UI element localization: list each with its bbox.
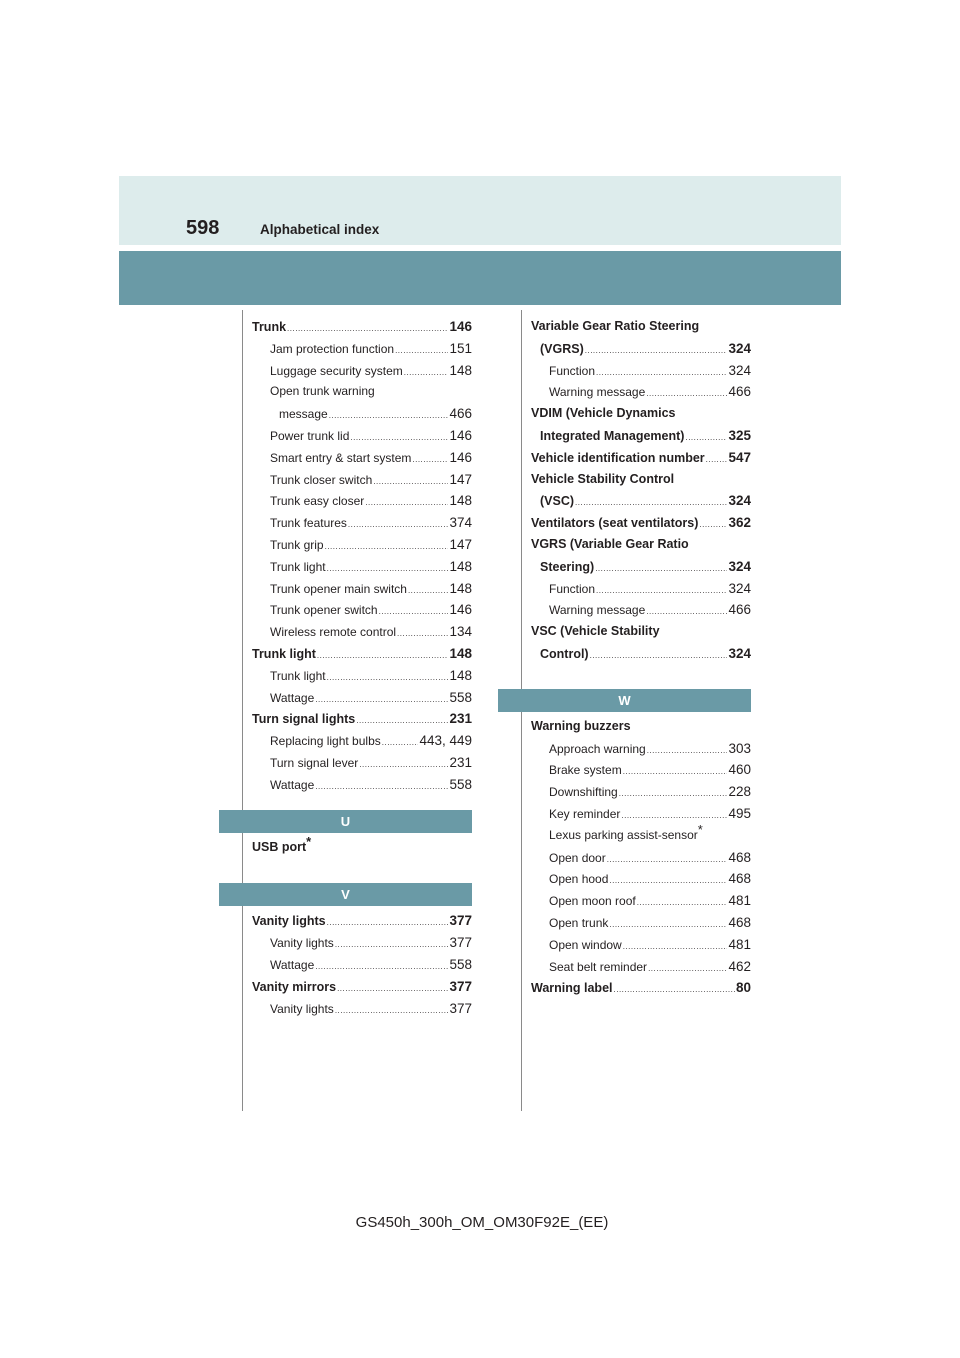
index-subentry[interactable]: Luggage security system ..... 148	[252, 360, 472, 382]
left-column-rule	[242, 310, 243, 1111]
index-entry: VDIM (Vehicle Dynamics	[531, 406, 676, 421]
index-entry[interactable]: Vanity mirrors ..... 377	[252, 976, 472, 998]
index-subentry[interactable]: Warning message ..... 466	[531, 599, 751, 621]
index-subentry[interactable]: Downshifting ..... 228	[531, 781, 751, 803]
index-subentry[interactable]: Trunk opener main switch ..... 148	[252, 578, 472, 600]
index-entry: Variable Gear Ratio Steering	[531, 319, 700, 333]
index-column-left	[252, 316, 472, 1019]
index-subentry: Open trunk warning	[270, 384, 375, 399]
index-subentry[interactable]: Open hood ..... 468	[531, 868, 751, 890]
index-subentry[interactable]: Trunk easy closer ..... 148	[252, 490, 472, 512]
index-subentry[interactable]: Seat belt reminder ..... 462	[531, 956, 751, 978]
index-entry[interactable]: USB port*	[252, 833, 312, 854]
index-entry[interactable]: (VSC) ..... 324	[531, 490, 751, 512]
index-entry[interactable]: Trunk ..... 146	[252, 316, 472, 338]
index-subentry[interactable]: Jam protection function ..... 151	[252, 338, 472, 360]
index-subentry[interactable]: Trunk light ..... 148	[252, 665, 472, 687]
index-subentry[interactable]: Warning message ..... 466	[531, 381, 751, 403]
index-subentry[interactable]: Open trunk ..... 468	[531, 912, 751, 934]
page-number: 598	[186, 217, 220, 239]
index-subentry[interactable]: Key reminder ..... 495	[531, 803, 751, 825]
index-subentry[interactable]: Trunk opener switch ..... 146	[252, 599, 472, 621]
footnote-star: *	[697, 821, 703, 837]
index-subentry[interactable]: Trunk light ..... 148	[252, 556, 472, 578]
index-entry[interactable]: (VGRS) ..... 324	[531, 338, 751, 360]
index-subentry[interactable]: Turn signal lever ..... 231	[252, 752, 472, 774]
index-subentry[interactable]: Wattage ..... 558	[252, 687, 472, 709]
index-subentry[interactable]: Vanity lights ..... 377	[252, 932, 472, 954]
index-entry[interactable]: Turn signal lights ..... 231	[252, 708, 472, 730]
index-subentry[interactable]: Function ..... 324	[531, 360, 751, 382]
index-subentry[interactable]: Function ..... 324	[531, 578, 751, 600]
index-subentry[interactable]: Vanity lights ..... 377	[252, 998, 472, 1020]
index-subentry[interactable]: message ..... 466	[252, 403, 472, 425]
index-entry: Vehicle Stability Control	[531, 471, 675, 486]
index-entry[interactable]: Vehicle identification number ..... 547	[531, 447, 751, 469]
index-subentry[interactable]: Wireless remote control ..... 134	[252, 621, 472, 643]
index-subentry[interactable]: Open moon roof ..... 481	[531, 890, 751, 912]
index-subentry[interactable]: Trunk closer switch ..... 147	[252, 469, 472, 491]
index-entry[interactable]: Warning label ..... 80	[531, 977, 751, 999]
index-entry[interactable]: Control) ..... 324	[531, 643, 751, 665]
index-subentry[interactable]: Trunk features ..... 374	[252, 512, 472, 534]
index-subentry[interactable]: Approach warning ..... 303	[531, 738, 751, 760]
index-subentry[interactable]: Power trunk lid ..... 146	[252, 425, 472, 447]
section-letter-w: W	[498, 689, 751, 712]
index-entry[interactable]: Steering) ..... 324	[531, 556, 751, 578]
header-bar	[119, 251, 841, 305]
header-band	[119, 176, 841, 245]
section-letter-u: U	[219, 810, 472, 833]
index-subentry[interactable]: Wattage ..... 558	[252, 954, 472, 976]
footnote-star: *	[306, 833, 312, 849]
index-subentry[interactable]: Smart entry & start system ..... 146	[252, 447, 472, 469]
index-column-right	[531, 316, 751, 999]
index-subentry[interactable]: Open window ..... 481	[531, 934, 751, 956]
index-subentry[interactable]: Brake system ..... 460	[531, 759, 751, 781]
index-entry[interactable]: Integrated Management) ..... 325	[531, 425, 751, 447]
index-subentry[interactable]: Wattage ..... 558	[252, 774, 472, 796]
index-subentry[interactable]: Replacing light bulbs ..... 443, 449	[252, 730, 472, 752]
section-title: Alphabetical index	[260, 222, 380, 237]
index-subentry[interactable]: Open door ..... 468	[531, 847, 751, 869]
section-letter-v: V	[219, 883, 472, 906]
index-entry[interactable]: Vanity lights ..... 377	[252, 910, 472, 932]
index-entry: VSC (Vehicle Stability	[531, 624, 660, 639]
index-entry[interactable]: Trunk light ..... 148	[252, 643, 472, 665]
index-subentry[interactable]: Lexus parking assist-sensor*	[549, 821, 703, 842]
index-entry: VGRS (Variable Gear Ratio	[531, 536, 689, 551]
index-entry: Warning buzzers	[531, 718, 631, 733]
index-subentry[interactable]: Trunk grip ..... 147	[252, 534, 472, 556]
document-code-footer: GS450h_300h_OM_OM30F92E_(EE)	[355, 1214, 609, 1231]
index-entry[interactable]: Ventilators (seat ventilators) ..... 362	[531, 512, 751, 534]
